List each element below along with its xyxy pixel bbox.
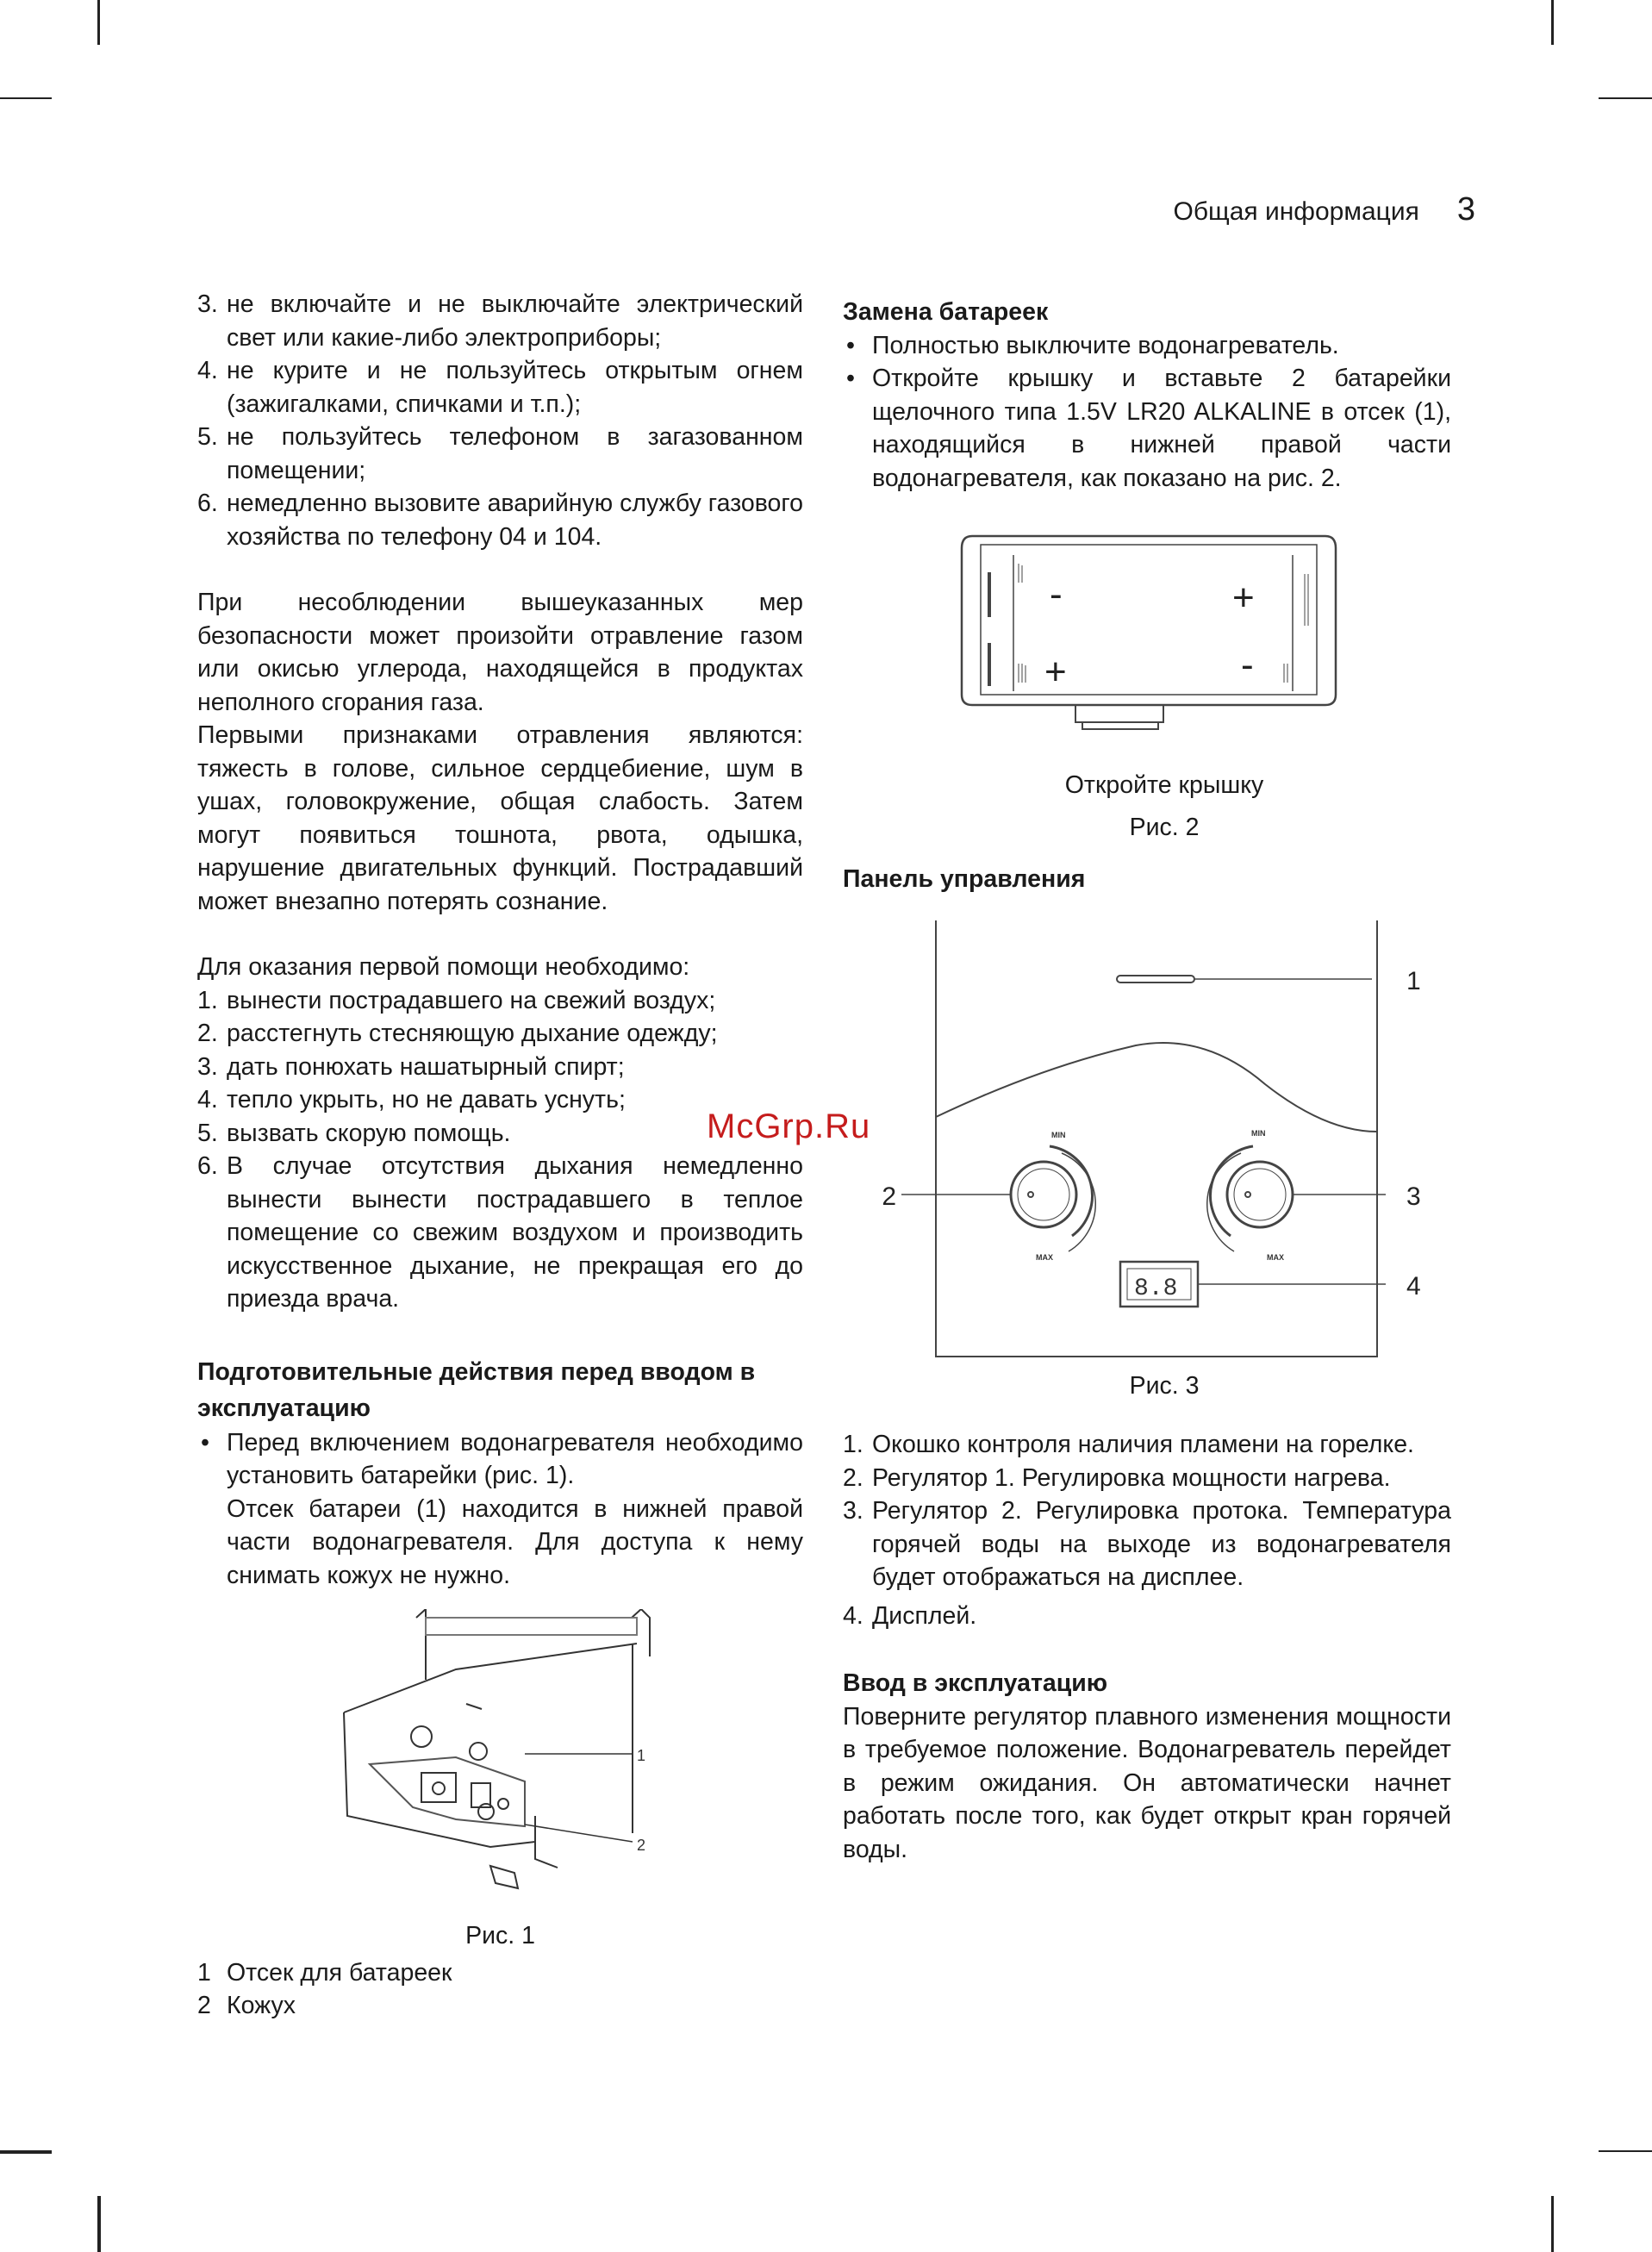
list-item: 5. вызвать скорую помощь. [197, 1119, 511, 1147]
right-column [843, 296, 1451, 1866]
list-item: 3. Регулятор 2. Регулировка протока. Температура горячей воды на выходе из водонагревателя будет отображаться на дисплее. [843, 1497, 1451, 1591]
battery-heading: Замена батареек [843, 298, 1049, 326]
fig2-sign-tr: + [1232, 577, 1255, 619]
page-header [1174, 191, 1475, 228]
list-item: 4. тепло укрыть, но не давать уснуть; [197, 1086, 626, 1114]
warning-paragraph: При несоблюдении вышеуказанных мер безопасности может произойти отравление газом или окисью углерода, находящейся в продуктах неполного сгорания газа. [197, 589, 803, 716]
callout-2: 2 [882, 1182, 896, 1211]
fig1-label-2: 2 [637, 1837, 646, 1854]
list-item: 4. не курите и не пользуйтесь открытым огнем (зажигалками, спичками и т.п.); [197, 357, 803, 418]
max-label-right: MAX [1267, 1252, 1284, 1262]
list-item: 1. Окошко контроля наличия пламени на горелке. [843, 1431, 1414, 1458]
first-aid-intro: Для оказания первой помощи необходимо: [197, 953, 690, 981]
crop-mark [0, 97, 52, 99]
crop-mark [1599, 2150, 1652, 2152]
callout-4: 4 [1406, 1271, 1421, 1301]
prep-heading: Подготовительные действия перед вводом в эксплуатацию [197, 1357, 756, 1422]
list-item: 6. немедленно вызовите аварийную службу газового хозяйства по телефону 04 и 104. [197, 490, 803, 551]
page-number: 3 [1456, 191, 1475, 228]
battery-list [843, 329, 1451, 496]
fig3-caption: Рис. 3 [1129, 1371, 1200, 1400]
fig1-caption: Рис. 1 [465, 1922, 535, 1949]
legend-item: 2 Кожух [197, 1992, 296, 2019]
list-item: 3. дать понюхать нашатырный спирт; [197, 1052, 625, 1081]
crop-mark [1599, 97, 1652, 99]
heater-bottom-illustration [197, 1609, 803, 1902]
figure-2 [843, 531, 1451, 746]
figure-1 [197, 1609, 803, 1902]
min-label-left: MIN [1051, 1130, 1066, 1139]
panel-heading: Панель управления [843, 865, 1086, 893]
fig2-sign-br: - [1241, 644, 1254, 686]
list-item: 1. вынести пострадавшего на свежий воздух; [197, 986, 716, 1014]
battery-compartment-illustration [843, 531, 1451, 746]
callout-1: 1 [1406, 966, 1421, 995]
start-heading: Ввод в эксплуатацию [843, 1669, 1108, 1697]
list-item: 2. Регулятор 1. Регулировка мощности нагрева. [843, 1463, 1391, 1492]
min-label-right: MIN [1251, 1128, 1266, 1138]
fig2-sign-bl: + [1044, 651, 1067, 693]
list-item: 4. Дисплей. [843, 1601, 977, 1630]
symptoms-paragraph: Первыми признаками отравления являются: тяжесть в голове, сильное сердцебиение, шум в ушах, головокружение, общая слабость. Затем могут появиться тошнота, рвота, одышка, нарушение двигательных функций. Пострадавший может внезапно потерять сознание. [197, 721, 803, 915]
legend-item: 1 Отсек для батареек [197, 1958, 452, 1987]
start-paragraph: Поверните регулятор плавного изменения мощности в требуемое положение. Водонагреватель перейдет в режим ожидания. Он автоматически начнет работать после того, как будет открыт кран горячей воды. [843, 1702, 1451, 1863]
max-label-left: MAX [1036, 1252, 1053, 1262]
crop-mark [97, 2196, 101, 2252]
control-panel-illustration [843, 920, 1451, 1369]
list-item: • Перед включением водонагревателя необходимо установить батарейки (рис. 1). [201, 1428, 803, 1489]
fig1-label-1: 1 [637, 1747, 646, 1764]
crop-mark [1551, 0, 1554, 45]
prep-list [197, 1426, 803, 1493]
fig1-legend [197, 1956, 803, 2023]
fig2-caption-line1: Откройте крышку [1064, 771, 1264, 799]
fig2-sign-tl: - [1050, 573, 1063, 615]
list-item: • Полностью выключите водонагреватель. [846, 331, 1339, 359]
figure-3 [843, 920, 1451, 1369]
list-item: 3. не включайте и не выключайте электрический свет или какие-либо электроприборы; [197, 290, 803, 352]
crop-mark [0, 2150, 52, 2154]
safety-list [197, 288, 803, 553]
watermark: McGrp.Ru [707, 1107, 871, 1145]
crop-mark [1551, 2196, 1554, 2252]
first-aid-list [197, 984, 803, 1316]
fig2-caption-line2: Рис. 2 [1129, 813, 1200, 841]
list-item: • Откройте крышку и вставьте 2 батарейки щелочного типа 1.5V LR20 ALKALINE в отсек (1), находящийся в нижней правой части водонагревателя, как показано на рис. 2. [846, 365, 1451, 492]
display-digits: 8.8 [1134, 1275, 1178, 1302]
section-title: Общая информация [1173, 197, 1419, 226]
list-item: 6. В случае отсутствия дыхания немедленно вынести вынести пострадавшего в теплое помещение со свежим воздухом и производить искусственное дыхание, не прекращая его до приезда врача. [197, 1152, 803, 1313]
list-item: 2. расстегнуть стесняющую дыхание одежду; [197, 1020, 718, 1047]
left-column [197, 288, 803, 2023]
list-item: 5. не пользуйтесь телефоном в загазованном помещении; [197, 423, 803, 484]
panel-list [843, 1428, 1451, 1632]
callout-3: 3 [1406, 1182, 1421, 1211]
crop-mark [97, 0, 100, 45]
prep-continuation: Отсек батареи (1) находится в нижней правой части водонагревателя. Для доступа к нему снимать кожух не нужно. [227, 1494, 803, 1589]
